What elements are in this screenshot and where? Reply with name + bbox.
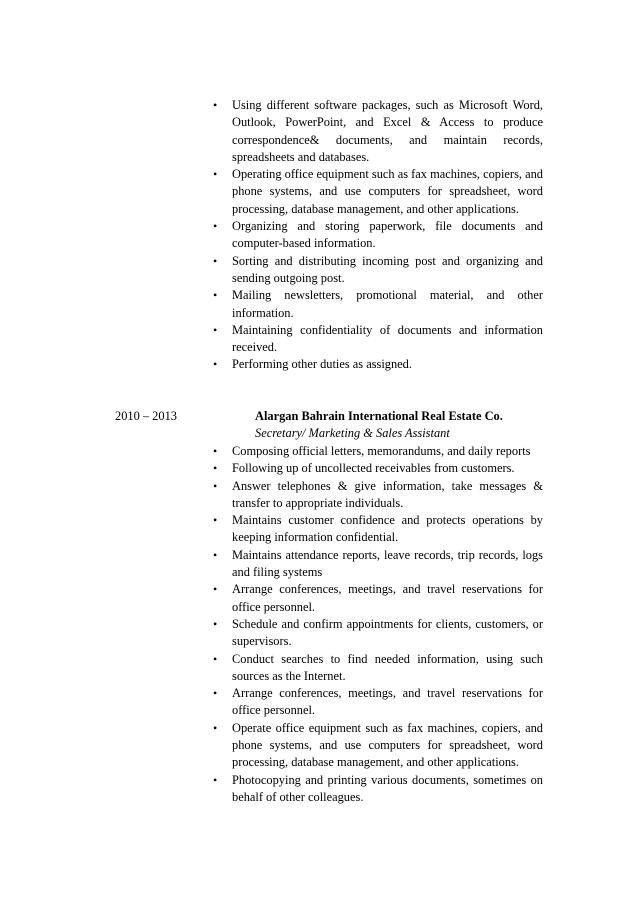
duty-text: Mailing newsletters, promotional material, and other information. — [232, 288, 543, 320]
bullet-icon: • — [213, 461, 218, 476]
duty-text: Conduct searches to find needed information, using such sources as the Internet. — [232, 651, 543, 683]
bullet-icon: • — [213, 444, 218, 458]
duty-text: Organizing and storing paperwork, file documents and computer-based information. — [232, 219, 543, 251]
bullet-icon: • — [213, 288, 218, 303]
duty-item — [0, 97, 543, 166]
duty-text: Photocopying and printing various documents, sometimes on behalf of other colleagues. — [232, 772, 543, 804]
duty-item — [0, 512, 543, 547]
duty-item — [0, 460, 543, 477]
duty-item — [0, 166, 543, 218]
duty-text: Operating office equipment such as fax machines, copiers, and phone systems, and use computers for spreadsheet, word processing, database management, and other applications. — [232, 167, 543, 216]
bullet-icon: • — [213, 616, 218, 631]
duty-text: Following up of uncollected receivables from customers. — [232, 461, 515, 476]
job-duties-list — [0, 443, 638, 806]
duty-item — [0, 547, 543, 582]
bullet-icon: • — [213, 720, 218, 735]
duty-item — [0, 287, 543, 322]
bullet-icon: • — [213, 772, 218, 787]
duty-item — [0, 616, 543, 651]
duty-item — [0, 443, 543, 460]
previous-job-duties-list — [0, 97, 638, 374]
bullet-icon: • — [213, 651, 218, 666]
job-dates: 2010 – 2013 — [115, 409, 177, 423]
bullet-icon: • — [213, 547, 218, 562]
duty-item — [0, 478, 543, 513]
duty-text: Answer telephones & give information, take messages & transfer to appropriate individuals. — [232, 478, 543, 510]
duty-text: Composing official letters, memorandums, and daily reports — [232, 444, 531, 458]
bullet-icon: • — [213, 322, 218, 337]
job-company: Alargan Bahrain International Real Estate Co. — [255, 409, 503, 423]
duty-item — [0, 581, 543, 616]
duty-item — [0, 651, 543, 686]
duty-item — [0, 772, 543, 807]
bullet-icon: • — [213, 357, 218, 372]
bullet-icon: • — [213, 253, 218, 268]
duty-item — [0, 356, 543, 373]
duty-item — [0, 218, 543, 253]
duty-text: Maintains attendance reports, leave records, trip records, logs and filing systems — [232, 547, 543, 580]
bullet-icon: • — [213, 167, 218, 182]
bullet-icon: • — [213, 582, 218, 597]
duty-text: Schedule and confirm appointments for clients, customers, or supervisors. — [232, 616, 543, 649]
bullet-icon: • — [213, 219, 218, 234]
duty-text: Maintaining confidentiality of documents and information received. — [232, 322, 543, 355]
duty-item — [0, 720, 543, 772]
bullet-icon: • — [213, 478, 218, 493]
bullet-icon: • — [213, 98, 218, 112]
bullet-icon: • — [213, 686, 218, 701]
duty-item — [0, 253, 543, 288]
duty-item — [0, 322, 543, 357]
duty-item — [0, 685, 543, 720]
duty-text: Arrange conferences, meetings, and travel reservations for office personnel. — [232, 582, 543, 614]
duty-text: Sorting and distributing incoming post and organizing and sending outgoing post. — [232, 253, 543, 285]
duty-text: Operate office equipment such as fax machines, copiers, and phone systems, and use computers for spreadsheet, word processing, database management, and other applications. — [232, 720, 543, 770]
job-title: Secretary/ Marketing & Sales Assistant — [255, 426, 450, 440]
duty-text: Arrange conferences, meetings, and travel reservations for office personnel. — [232, 686, 543, 718]
duty-text: Using different software packages, such as Microsoft Word, Outlook, PowerPoint, and Excel & Access to produce correspondence& documents, and maintain records, spreadsheets and databases. — [232, 98, 543, 164]
bullet-icon: • — [213, 513, 218, 528]
duty-text: Performing other duties as assigned. — [232, 357, 412, 372]
duty-text: Maintains customer confidence and protects operations by keeping information confidential. — [232, 513, 543, 545]
